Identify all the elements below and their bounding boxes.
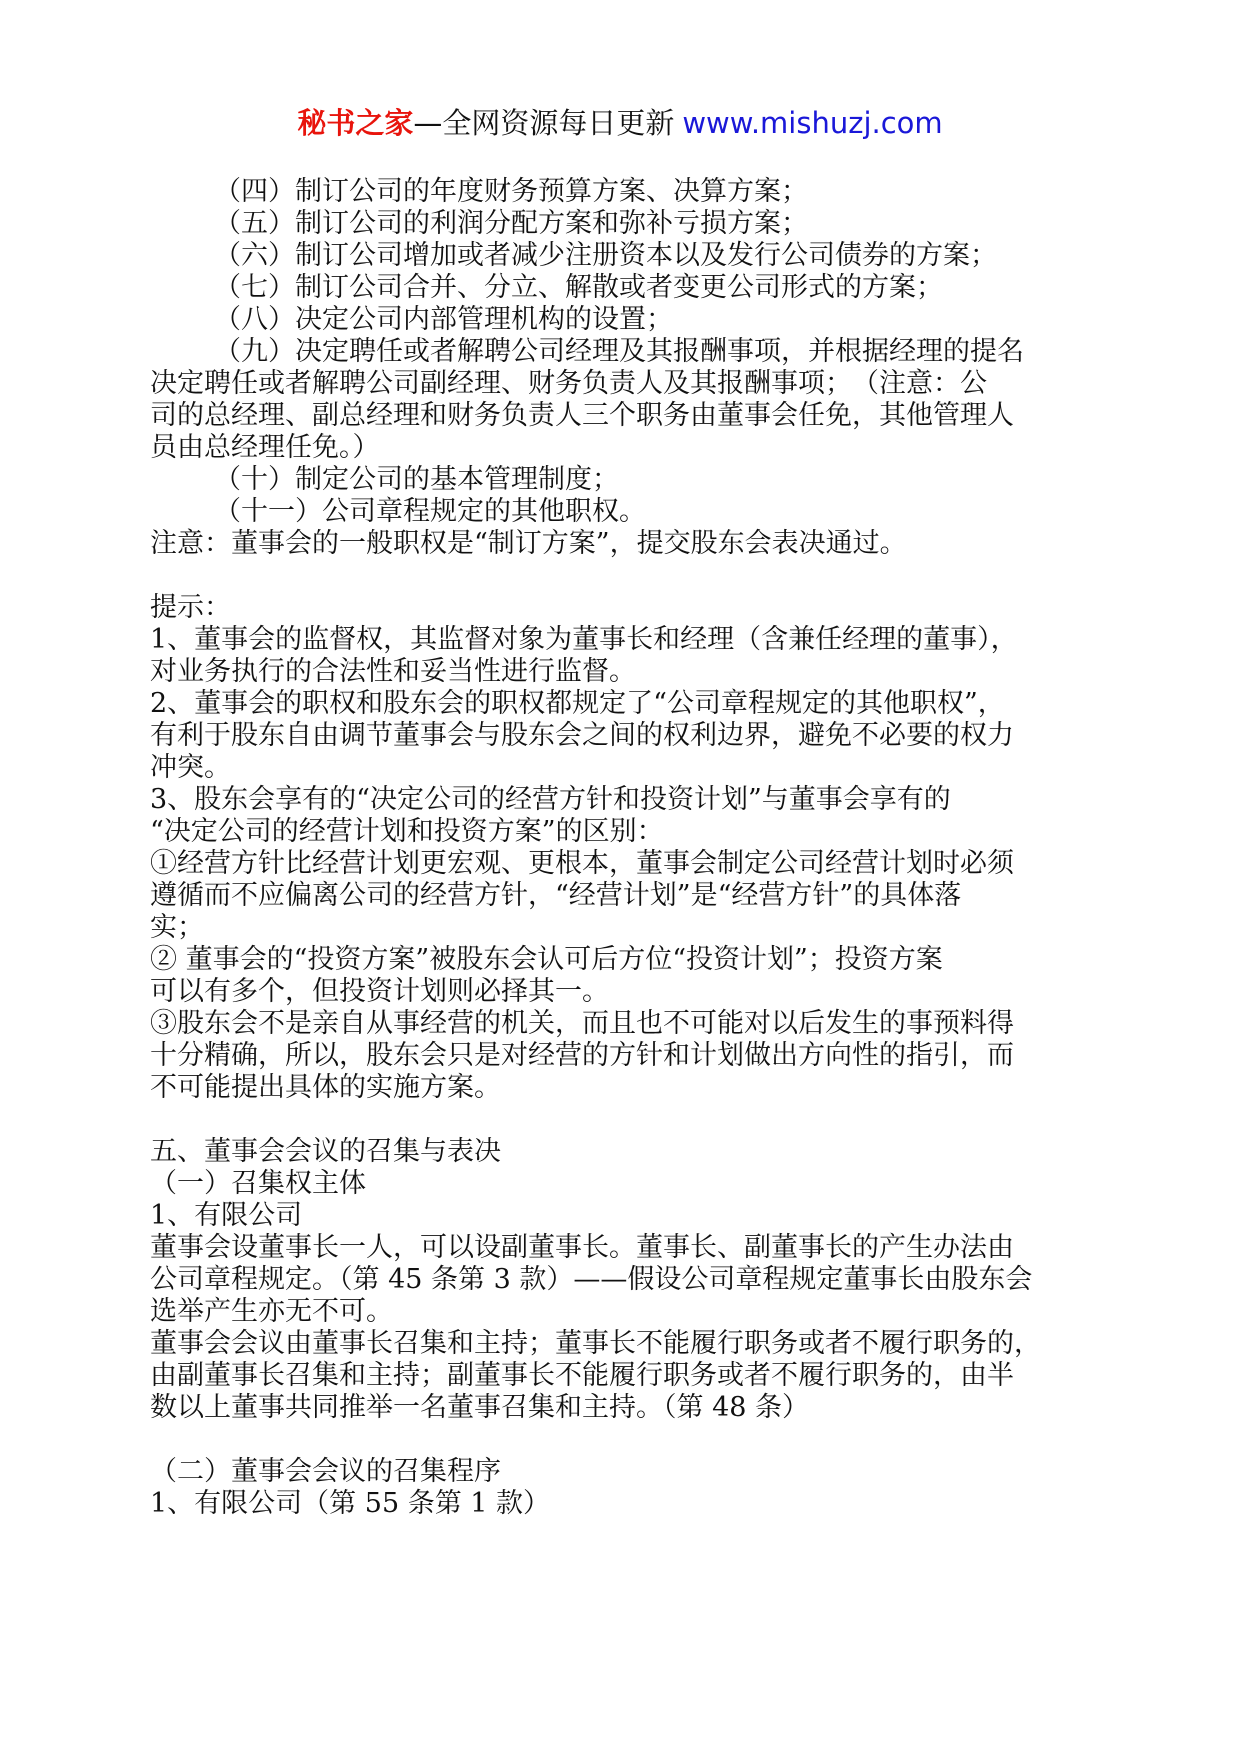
- text-line: （九）决定聘任或者解聘公司经理及其报酬事项，并根据经理的提名: [214, 336, 1024, 367]
- text-line: （十）制定公司的基本管理制度；: [214, 464, 619, 495]
- site-header: [0, 103, 1240, 143]
- text-line: 由副董事长召集和主持；副董事长不能履行职务或者不履行职务的，由半: [150, 1360, 1014, 1391]
- text-line: ①经营方针比经营计划更宏观、更根本，董事会制定公司经营计划时必须: [150, 848, 1014, 879]
- text-line: （一）召集权主体: [150, 1168, 366, 1199]
- text-line: （四）制订公司的年度财务预算方案、决算方案；: [214, 176, 808, 207]
- blank-line: [150, 560, 1098, 592]
- text-line: （五）制订公司的利润分配方案和弥补亏损方案；: [214, 208, 808, 239]
- blank-line: [150, 1424, 1098, 1456]
- text-line: 十分精确，所以，股东会只是对经营的方针和计划做出方向性的指引，而: [150, 1040, 1014, 1071]
- text-line: 员由总经理任免。）: [150, 432, 380, 463]
- section-heading: 五、董事会会议的召集与表决: [150, 1136, 501, 1167]
- text-line: 董事会会议由董事长召集和主持；董事长不能履行职务或者不履行职务的，: [150, 1328, 1041, 1359]
- text-line: 3、股东会享有的“决定公司的经营方针和投资计划”与董事会享有的: [150, 784, 951, 815]
- text-line: 公司章程规定。（第 45 条第 3 款）——假设公司章程规定董事长由股东会: [150, 1264, 1033, 1295]
- brand-name: 秘书之家: [297, 106, 414, 140]
- blank-line: [150, 1104, 1098, 1136]
- header-slogan: —全网资源每日更新: [413, 106, 675, 140]
- text-line: （六）制订公司增加或者减少注册资本以及发行公司债券的方案；: [214, 240, 997, 271]
- text-line: ② 董事会的“投资方案”被股东会认可后方位“投资计划”；投资方案: [150, 944, 943, 975]
- text-line: 对业务执行的合法性和妥当性进行监督。: [150, 656, 636, 687]
- text-line: （二）董事会会议的召集程序: [150, 1456, 501, 1487]
- text-line: 数以上董事共同推举一名董事召集和主持。（第 48 条）: [150, 1392, 810, 1423]
- text-line: 可以有多个，但投资计划则必择其一。: [150, 976, 609, 1007]
- text-line: 2、董事会的职权和股东会的职权都规定了“公司章程规定的其他职权”，: [150, 688, 1005, 719]
- text-line: （七）制订公司合并、分立、解散或者变更公司形式的方案；: [214, 272, 943, 303]
- site-url-link[interactable]: www.mishuzj.com: [682, 106, 943, 140]
- text-line: 遵循而不应偏离公司的经营方针，“经营计划”是“经营方针”的具体落: [150, 880, 962, 911]
- text-line: 1、董事会的监督权，其监督对象为董事长和经理（含兼任经理的董事），: [150, 624, 1018, 655]
- text-line: 决定聘任或者解聘公司副经理、财务负责人及其报酬事项； （注意：公: [150, 368, 987, 399]
- text-line: 冲突。: [150, 752, 231, 783]
- text-line: 实；: [150, 912, 204, 943]
- text-line: 1、有限公司（第 55 条第 1 款）: [150, 1488, 551, 1519]
- text-line: 董事会设董事长一人，可以设副董事长。董事长、副董事长的产生办法由: [150, 1232, 1014, 1263]
- text-line: “决定公司的经营计划和投资方案”的区别：: [150, 816, 664, 847]
- text-line: ③股东会不是亲自从事经营的机关，而且也不可能对以后发生的事预料得: [150, 1008, 1014, 1039]
- text-line: 注意：董事会的一般职权是“制订方案”，提交股东会表决通过。: [150, 528, 907, 559]
- text-line: 1、有限公司: [150, 1200, 303, 1231]
- text-line: 有利于股东自由调节董事会与股东会之间的权利边界，避免不必要的权力: [150, 720, 1014, 751]
- text-line: 司的总经理、副总经理和财务负责人三个职务由董事会任免，其他管理人: [150, 400, 1014, 431]
- text-line: 选举产生亦无不可。: [150, 1296, 393, 1327]
- document-body: [150, 176, 1098, 1520]
- text-line: 不可能提出具体的实施方案。: [150, 1072, 501, 1103]
- text-line: （八）决定公司内部管理机构的设置；: [214, 304, 673, 335]
- text-line: （十一）公司章程规定的其他职权。: [214, 496, 646, 527]
- text-line: 提示：: [150, 592, 231, 623]
